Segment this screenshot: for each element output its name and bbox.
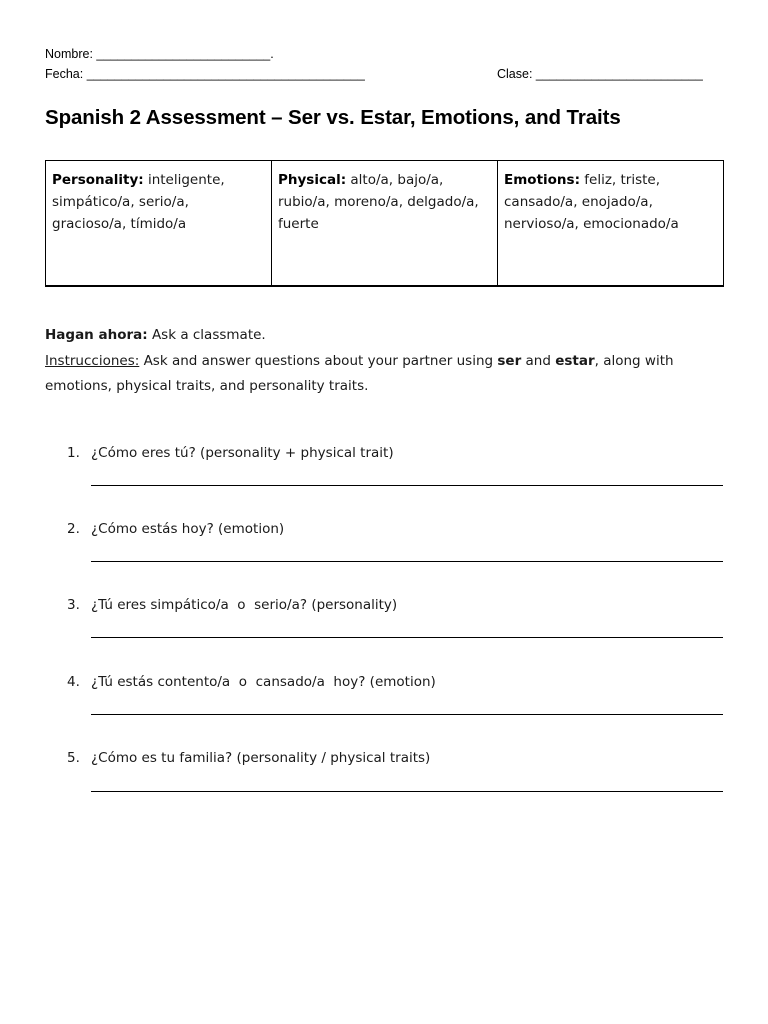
question-number: 2. [67, 521, 80, 537]
answer-line[interactable] [91, 714, 723, 715]
question-item [0, 521, 768, 541]
vocab-words: alto/a, bajo/a, rubio/a, moreno/a, delgado/a, fuerte [278, 172, 479, 232]
question-text: ¿Cómo eres tú? (personality + physical trait) [91, 445, 394, 461]
vocab-words: feliz, triste, cansado/a, enojado/a, nervioso/a, emocionado/a [504, 172, 679, 232]
fecha-blank[interactable]: ________________________________________ [86, 67, 365, 81]
nombre-blank[interactable]: _________________________. [96, 47, 274, 61]
question-text: ¿Cómo estás hoy? (emotion) [91, 521, 285, 537]
instructions-label: Instrucciones: [45, 353, 140, 369]
instructions-text: Ask and answer questions about your partner using [139, 353, 498, 369]
and-word: and [521, 353, 556, 369]
nombre-field [45, 46, 274, 62]
hagan-ahora [45, 323, 735, 348]
answer-line[interactable] [91, 637, 723, 638]
clase-label: Clase: [497, 67, 533, 81]
estar-word: estar [555, 353, 595, 369]
question-item [0, 750, 768, 770]
instructions-text-end: , along with emotions, physical traits, and personality traits. [45, 353, 674, 394]
hagan-label: Hagan ahora: [45, 327, 148, 343]
question-number: 3. [67, 597, 80, 613]
vocab-words: inteligente, simpático/a, serio/a, gracioso/a, tímido/a [52, 172, 225, 232]
question-text: ¿Tú eres simpático/a o serio/a? (personality) [91, 597, 398, 613]
question-number: 4. [67, 674, 80, 690]
question-item [0, 597, 768, 617]
question-item [0, 445, 768, 465]
question-text: ¿Tú estás contento/a o cansado/a hoy? (emotion) [91, 674, 436, 690]
fecha-field [45, 66, 365, 82]
clase-blank[interactable]: ________________________ [535, 67, 703, 81]
answer-line[interactable] [91, 791, 723, 792]
vocab-cell-personality [46, 161, 272, 287]
ser-word: ser [497, 353, 522, 369]
question-number: 1. [67, 445, 80, 461]
nombre-label: Nombre: [45, 47, 93, 61]
instructions [45, 349, 735, 399]
clase-field [497, 66, 703, 82]
question-number: 5. [67, 750, 80, 766]
hagan-text: Ask a classmate. [147, 327, 266, 343]
question-text: ¿Cómo es tu familia? (personality / physical traits) [91, 750, 431, 766]
vocab-cell-emotions [498, 161, 724, 287]
answer-line[interactable] [91, 485, 723, 486]
vocab-cell-physical [272, 161, 498, 287]
vocab-label: Emotions: [504, 172, 580, 188]
fecha-label: Fecha: [45, 67, 84, 81]
vocab-label: Personality: [52, 172, 144, 188]
vocab-label: Physical: [278, 172, 347, 188]
page-title: Spanish 2 Assessment – Ser vs. Estar, Emotions, and Traits [45, 106, 621, 129]
question-item [0, 674, 768, 694]
answer-line[interactable] [91, 561, 723, 562]
vocab-table [45, 160, 724, 287]
